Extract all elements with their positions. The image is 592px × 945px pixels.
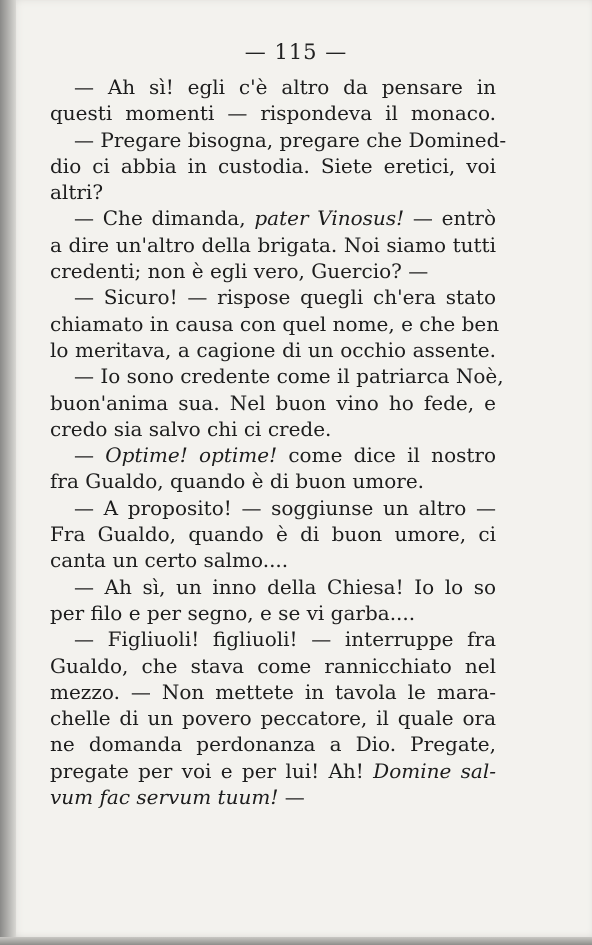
text-line: — Ah sì! egli c'è altro da pensare in — [74, 75, 496, 99]
text-line: fra Gualdo, quando è di buon umore. — [50, 469, 425, 494]
text-line: — Ah sì, un inno della Chiesa! Io lo so — [74, 574, 496, 599]
text-line: credenti; non è egli vero, Guercio? — — [50, 259, 429, 284]
text-line: chelle di un povero peccatore, il quale ora — [50, 706, 496, 731]
text-line: buon'anima sua. Nel buon vino ho fede, e — [50, 390, 496, 415]
text-line: — Sicuro! — rispose quegli ch'era stato — [74, 285, 496, 310]
text-line: questi momenti — rispondeva il monaco. — [50, 101, 496, 126]
page-bottom-edge — [0, 937, 592, 945]
text-line: credo sia salvo chi ci crede. — [50, 416, 332, 441]
text-line: — Pregare bisogna, pregare che Domined- — [74, 127, 507, 152]
text-line: a dire un'altro della brigata. Noi siamo tutti — [50, 232, 496, 257]
text-line: vum fac servum tuum! — — [50, 785, 305, 810]
text-line: ne domanda perdonanza a Dio. Pregate, — [50, 732, 496, 757]
body-text — [50, 74, 507, 810]
text-line: — A proposito! — soggiunse un altro — — [74, 495, 496, 520]
text-line: dio ci abbia in custodia. Siete eretici, voi — [50, 153, 496, 178]
text-line: canta un certo salmo.... — [50, 548, 289, 573]
page-gutter-shadow — [0, 0, 16, 945]
text-line: altri? — [50, 180, 104, 205]
text-line: — Optime! optime! come dice il nostro — [74, 443, 497, 468]
text-line: per filo e per segno, e se vi garba.... — [50, 600, 416, 625]
text-line: lo meritava, a cagione di un occhio assente. — [50, 337, 496, 362]
text-line: chiamato in causa con quel nome, e che ben — [50, 311, 500, 336]
text-line: — Che dimanda, pater Vinosus! — entrò — [74, 206, 496, 231]
text-line: pregate per voi e per lui! Ah! Domine sal- — [50, 758, 496, 783]
page-number: — 115 — — [244, 40, 348, 64]
text-line: — Figliuoli! figliuoli! — interruppe fra — [74, 627, 496, 652]
text-line: mezzo. — Non mettete in tavola le mara- — [50, 679, 496, 704]
text-line: Fra Gualdo, quando è di buon umore, ci — [50, 522, 496, 547]
text-line: — Io sono credente come il patriarca Noè, — [74, 364, 504, 389]
text-line: Gualdo, che stava come rannicchiato nel — [50, 653, 496, 678]
